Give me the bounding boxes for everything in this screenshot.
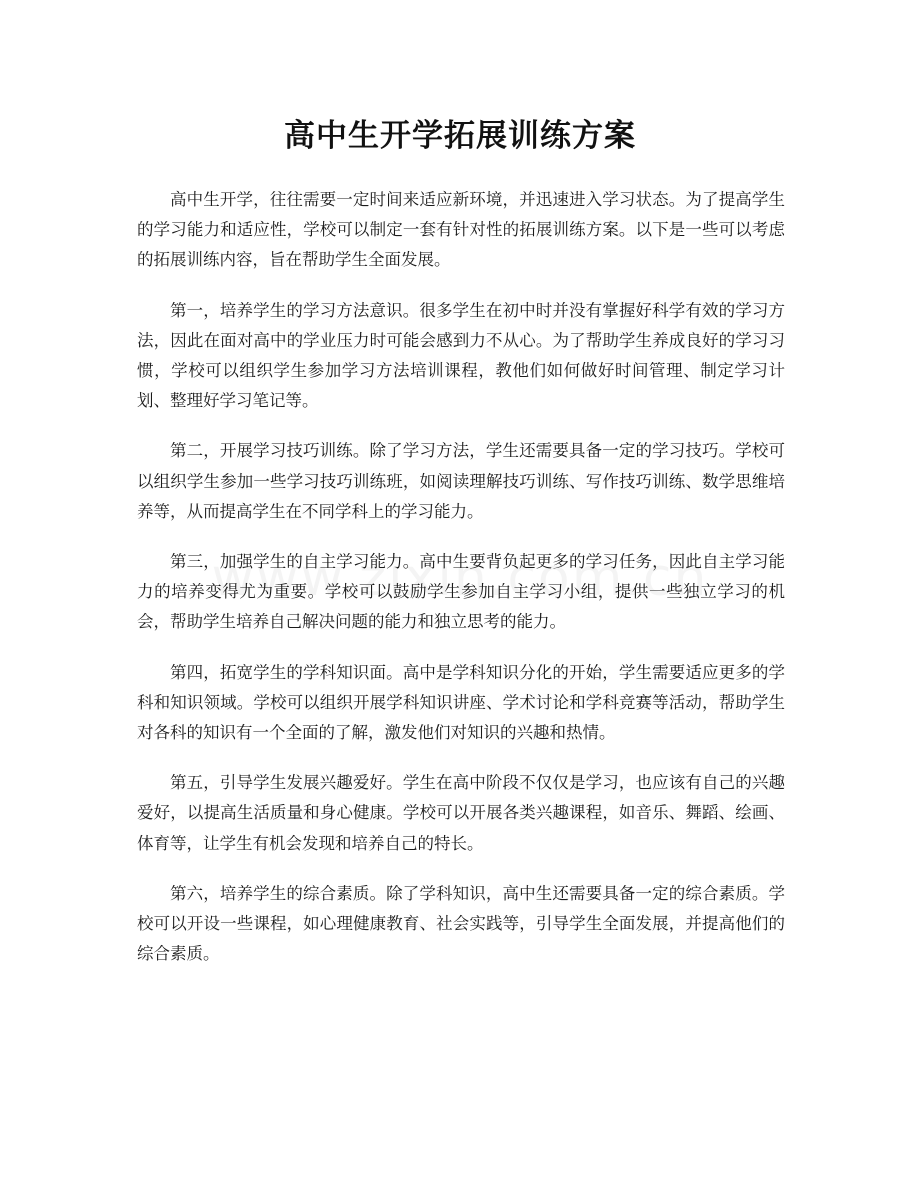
paragraph-intro: 高中生开学，往往需要一定时间来适应新环境，并迅速进入学习状态。为了提高学生的学习能力和适应性，学校可以制定一套有针对性的拓展训练方案。以下是一些可以考虑的拓展训练内容，旨在帮助学生全面发展。 [137, 190, 785, 270]
document-title: 高中生开学拓展训练方案 [284, 118, 636, 154]
paragraph-4: 第四，拓宽学生的学科知识面。高中是学科知识分化的开始，学生需要适应更多的学科和知识领域。学校可以组织开展学科知识讲座、学术讨论和学科竞赛等活动，帮助学生对各科的知识有一个全面的了解，激发他们对知识的兴趣和热情。 [137, 662, 785, 743]
paragraph-1: 第一，培养学生的学习方法意识。很多学生在初中时并没有掌握好科学有效的学习方法，因此在面对高中的学业压力时可能会感到力不从心。为了帮助学生养成良好的学习习惯，学校可以组织学生参加学习方法培训课程，教他们如何做好时间管理、制定学习计划、整理好学习笔记等。 [137, 300, 785, 411]
document-body [137, 185, 785, 989]
paragraph-5: 第五，引导学生发展兴趣爱好。学生在高中阶段不仅仅是学习，也应该有自己的兴趣爱好，以提高生活质量和身心健康。学校可以开展各类兴趣课程，如音乐、舞蹈、绘画、体育等，让学生有机会发现和培养自己的特长。 [137, 773, 785, 853]
paragraph-3: 第三，加强学生的自主学习能力。高中生要背负起更多的学习任务，因此自主学习能力的培养变得尤为重要。学校可以鼓励学生参加自主学习小组，提供一些独立学习的机会，帮助学生培养自己解决问题的能力和独立思考的能力。 [137, 552, 785, 632]
paragraph-6: 第六，培养学生的综合素质。除了学科知识，高中生还需要具备一定的综合素质。学校可以开设一些课程，如心理健康教育、社会实践等，引导学生全面发展，并提高他们的综合素质。 [137, 883, 785, 964]
paragraph-2: 第二，开展学习技巧训练。除了学习方法，学生还需要具备一定的学习技巧。学校可以组织学生参加一些学习技巧训练班，如阅读理解技巧训练、写作技巧训练、数学思维培养等，从而提高学生在不同学科上的学习能力。 [137, 441, 785, 521]
